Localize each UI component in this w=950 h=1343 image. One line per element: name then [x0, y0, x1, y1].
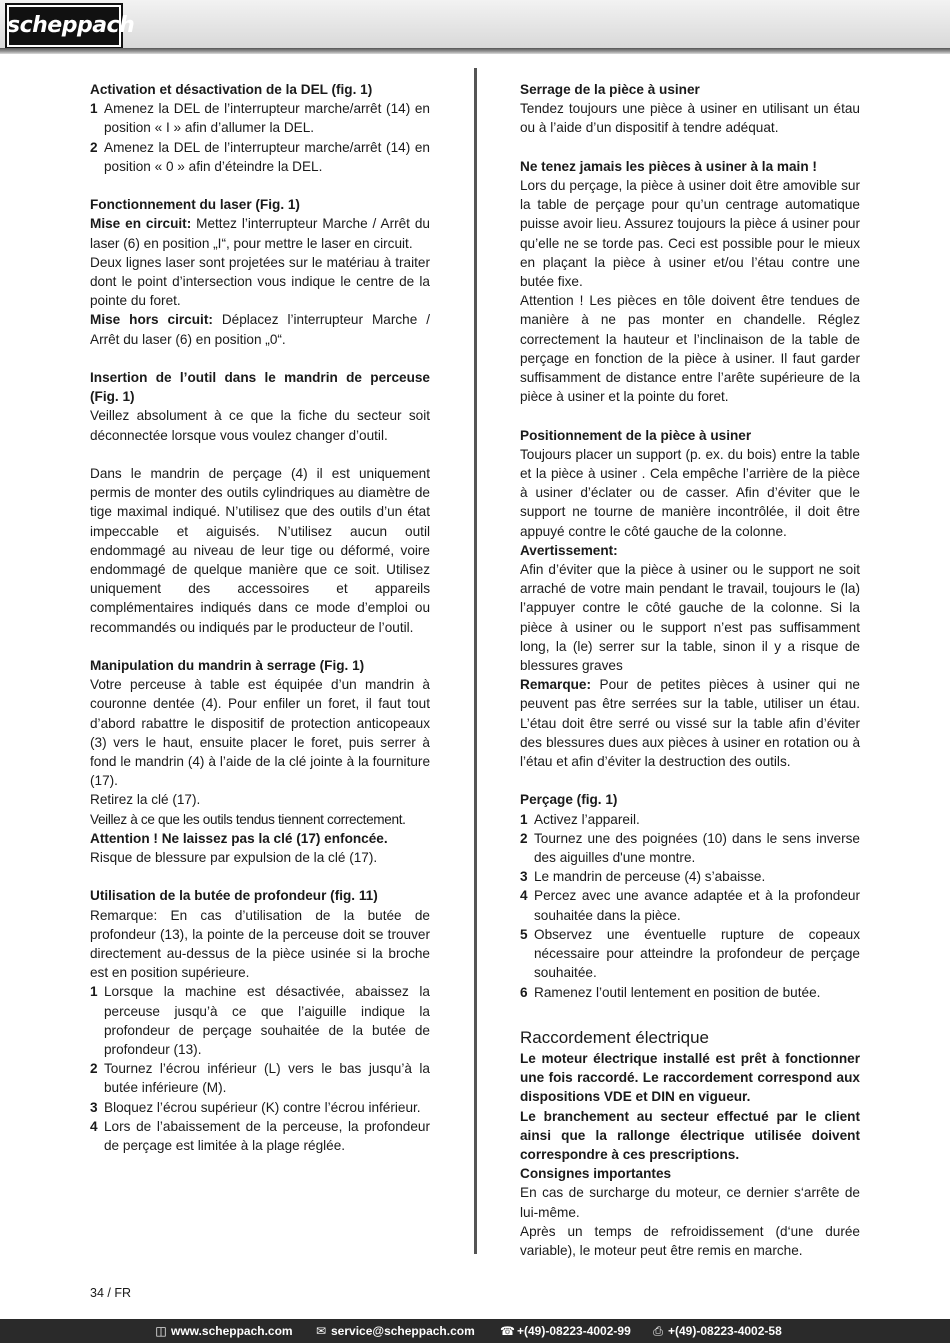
- list-item: [520, 983, 860, 1002]
- depth-section-title: Utilisation de la butée de profondeur (fig. 11): [90, 888, 378, 904]
- list-item: [90, 138, 430, 176]
- step-number: 1: [520, 811, 528, 827]
- step-text: Ramenez l’outil lentement en position de butée.: [534, 984, 821, 1000]
- note-label: Remarque:: [520, 677, 592, 693]
- step-number: 4: [520, 888, 528, 904]
- step-text: Activez l’appareil.: [534, 811, 640, 827]
- list-item: [520, 886, 860, 924]
- footer-fax: [651, 1319, 782, 1343]
- electrical-paragraph-1: Le moteur électrique installé est prêt à fonctionner une fois raccordé. Le raccordement correspond aux dispositions VDE et DIN en vigueur.: [520, 1050, 860, 1105]
- list-item: [90, 1098, 430, 1117]
- position-paragraph: Toujours placer un support (p. ex. du bois) entre la table et la pièce à usiner . Cela empêche l’arrière de la pièce à usiner d’éclater ou de casser. Afin d’éviter que le support ne tourne de manière incontrôlée, il doit être appuyé contre le côté gauche de la colonne.: [520, 446, 860, 539]
- envelope-icon: ✉: [315, 1324, 327, 1338]
- step-text: Tournez l’écrou inférieur (L) vers le bas jusqu’à la butée inférieure (M).: [104, 1061, 430, 1096]
- warning-title: Avertissement:: [520, 542, 618, 558]
- step-number: 2: [90, 1061, 98, 1077]
- chuck-section-title: Manipulation du mandrin à serrage (Fig. 1): [90, 658, 365, 674]
- list-item: [520, 925, 860, 983]
- clamp-paragraph: Tendez toujours une pièce à usiner en utilisant un étau ou à l’aide d’un dispositif à tendre adéquat.: [520, 101, 860, 136]
- list-item: [90, 982, 430, 1059]
- fax-icon: ⎙: [653, 1324, 663, 1338]
- email-text: service@scheppach.com: [331, 1324, 475, 1338]
- clamp-section-title: Serrage de la pièce à usiner: [520, 82, 700, 97]
- step-number: 4: [90, 1118, 98, 1134]
- computer-icon: ◫: [155, 1324, 167, 1338]
- step-text: Le mandrin de perceuse (4) s’abaisse.: [534, 869, 766, 885]
- hands-paragraph-2: Attention ! Les pièces en tôle doivent être tendues de manière à ne pas monter en chandelle. Réglez correctement la hauteur et l’inclinaison de la table de perçage en fonction de la pièce à usiner. Il faut garder suffisamment de distance entre l’arête supérieure de la pièce à usiner et la pointe du foret.: [520, 293, 860, 405]
- electrical-paragraph-4: Après un temps de refroidissement (d‘une durée variable), le moteur peut être remis en marche.: [520, 1223, 860, 1258]
- warning-paragraph: Afin d’éviter que la pièce à usiner ou le support ne soit arraché de votre main pendant le travail, toujours le (la) l’appuyer contre le côté gauche de la colonne. Si la pièce à usiner ou le support n’est pas suffisamment long, la (le) serrer sur la table, sinon il y a risque de blessures graves: [520, 562, 860, 674]
- step-text: Lorsque la machine est désactivée, abaissez la perceuse jusqu’à ce que l’aiguille indique la profondeur de perçage souhaitée de la butée de profondeur (13).: [104, 984, 430, 1058]
- left-column: [90, 80, 430, 1155]
- chuck-warning: Attention ! Ne laissez pas la clé (17) enfoncée.: [90, 830, 388, 846]
- depth-paragraph-1: Remarque: En cas d’utilisation de la butée de profondeur (13), la pointe de la perceuse doit se trouver directement au-dessus de la pièce usinée si la broche est en position supérieure.: [90, 907, 430, 981]
- telephone-icon: ☎: [500, 1324, 515, 1338]
- step-text: Lors de l’abaissement de la perceuse, la profondeur de perçage est limitée à la plage réglée.: [104, 1118, 430, 1154]
- hands-paragraph-1: Lors du perçage, la pièce à usiner doit être amovible sur la table de perçage pour qu’un centrage automatique puisse avoir lieu. Assurez toujours la pièce á usiner pour qu’elle ne se torde pas. Ceci est possible pour le mieux en plaçant la pièce à usiner et/ou l’étau contre une butée fixe.: [520, 178, 860, 290]
- footer-website[interactable]: [154, 1319, 293, 1343]
- website-text: www.scheppach.com: [171, 1324, 293, 1338]
- phone-text: +(49)-08223-4002-99: [517, 1324, 631, 1338]
- laser-off-label: Mise hors circuit:: [90, 312, 213, 328]
- laser-on-paragraph: [90, 214, 430, 252]
- right-column: [520, 80, 860, 1260]
- laser-section-title: Fonctionnement du laser (Fig. 1): [90, 197, 300, 213]
- laser-lines-paragraph: Deux lignes laser sont projetées sur le matériau à traiter dont le point d’intersection vous indique le centre de la pointe du foret.: [90, 254, 430, 309]
- electrical-section-title: Raccordement électrique: [520, 1027, 709, 1047]
- step-text: Tournez une des poignées (10) dans le sens inverse des aiguilles d'une montre.: [534, 830, 860, 866]
- step-number: 1: [90, 984, 98, 1000]
- step-number: 2: [90, 139, 98, 155]
- tool-paragraph-1: Veillez absolument à ce que la fiche du secteur soit déconnectée lorsque vous voulez changer d’outil.: [90, 408, 430, 443]
- tool-section-title: Insertion de l’outil dans le mandrin de perceuse (Fig. 1): [90, 370, 430, 405]
- list-item: [90, 1059, 430, 1097]
- led-section-title: Activation et désactivation de la DEL (fig. 1): [90, 82, 373, 97]
- step-text: Observez une éventuelle rupture de copeaux nécessaire pour atteindre la profondeur de perçage souhaitée.: [534, 926, 860, 981]
- list-item: [90, 1117, 430, 1155]
- step-number: 3: [90, 1099, 98, 1115]
- position-section-title: Positionnement de la pièce à usiner: [520, 427, 752, 443]
- step-text: Amenez la DEL de l’interrupteur marche/arrêt (14) en position « 0 » afin d’éteindre la DEL.: [104, 139, 430, 174]
- laser-on-label: Mise en circuit:: [90, 216, 192, 232]
- tool-paragraph-2: Dans le mandrin de perçage (4) il est uniquement permis de monter des outils cylindriques au diamètre de tige maximal indiqué. N’utilisez que des outils d’un état impeccable et aiguisés. N’utilisez aucun outil endommagé au niveau de leur tige ou déformé, voire endommagé de quelque manière que ce soit. Utilisez uniquement des accessoires et appareils complémentaires indiqués dans ce mode d’emploi ou recommandés ou indiqués par le producteur de l’outil.: [90, 466, 430, 635]
- step-text: Percez avec une avance adaptée et à la profondeur souhaitée dans la pièce.: [534, 888, 860, 923]
- step-number: 5: [520, 926, 528, 942]
- scheppach-logo: scheppach: [5, 3, 123, 49]
- footer-email[interactable]: [314, 1319, 475, 1343]
- list-item: [520, 867, 860, 886]
- list-item: [520, 829, 860, 867]
- drill-section-title: Perçage (fig. 1): [520, 792, 618, 808]
- header-bar: [0, 0, 950, 48]
- footer-bar: [0, 1319, 950, 1343]
- hands-section-title: Ne tenez jamais les pièces à usiner à la main !: [520, 158, 817, 174]
- laser-off-text: Déplacez l’interrupteur Marche / Arrêt du laser (6) en position „0“.: [90, 312, 430, 347]
- fax-text: +(49)-08223-4002-58: [668, 1324, 782, 1338]
- list-item: [90, 99, 430, 137]
- column-divider: [474, 68, 477, 1254]
- note-paragraph: [520, 675, 860, 771]
- important-notes-title: Consignes importantes: [520, 1166, 672, 1182]
- electrical-paragraph-3: En cas de surcharge du moteur, ce dernier s‘arrête de lui-même.: [520, 1185, 860, 1220]
- chuck-paragraph-3: Veillez à ce que les outils tendus tiennent correctement.: [90, 811, 406, 827]
- step-number: 2: [520, 830, 528, 846]
- chuck-paragraph-2: Retirez la clé (17).: [90, 792, 201, 808]
- footer-phone: [500, 1319, 631, 1343]
- step-text: Amenez la DEL de l’interrupteur marche/arrêt (14) en position « I » afin d’allumer la DEL.: [104, 101, 430, 136]
- chuck-paragraph-1: Votre perceuse à table est équipée d’un mandrin à couronne dentée (4). Pour enfiler un foret, il faut tout d’abord rabattre le dispositif de protection anticopeaux (3) vers le haut, ensuite placer le foret, puis serrer à fond le mandrin (4) à l’aide de la clé jointe à la fourniture (17).: [90, 677, 430, 789]
- step-number: 6: [520, 984, 528, 1000]
- header-rule: [0, 48, 950, 54]
- chuck-paragraph-4: Risque de blessure par expulsion de la clé (17).: [90, 850, 378, 866]
- step-text: Bloquez l’écrou supérieur (K) contre l’écrou inférieur.: [104, 1099, 421, 1115]
- list-item: [520, 810, 860, 829]
- page-number: 34 / FR: [90, 1286, 131, 1300]
- laser-off-paragraph: [90, 310, 430, 348]
- note-text: Pour de petites pièces à usiner qui ne peuvent pas être serrées sur la table, utiliser un étau. L’étau doit être serré ou vissé sur la table afin d’éviter des blessures dues aux pièces à usiner en rotation ou à l’étau et afin d’éviter la destruction des outils.: [520, 677, 860, 770]
- laser-on-text: Mettez l’interrupteur Marche / Arrêt du laser (6) en position „I“, pour mettre le laser en circuit.: [90, 216, 430, 251]
- step-number: 3: [520, 869, 528, 885]
- step-number: 1: [90, 101, 98, 117]
- electrical-paragraph-2: Le branchement au secteur effectué par le client ainsi que la rallonge électrique utilisée doivent correspondre à ces prescriptions.: [520, 1108, 860, 1162]
